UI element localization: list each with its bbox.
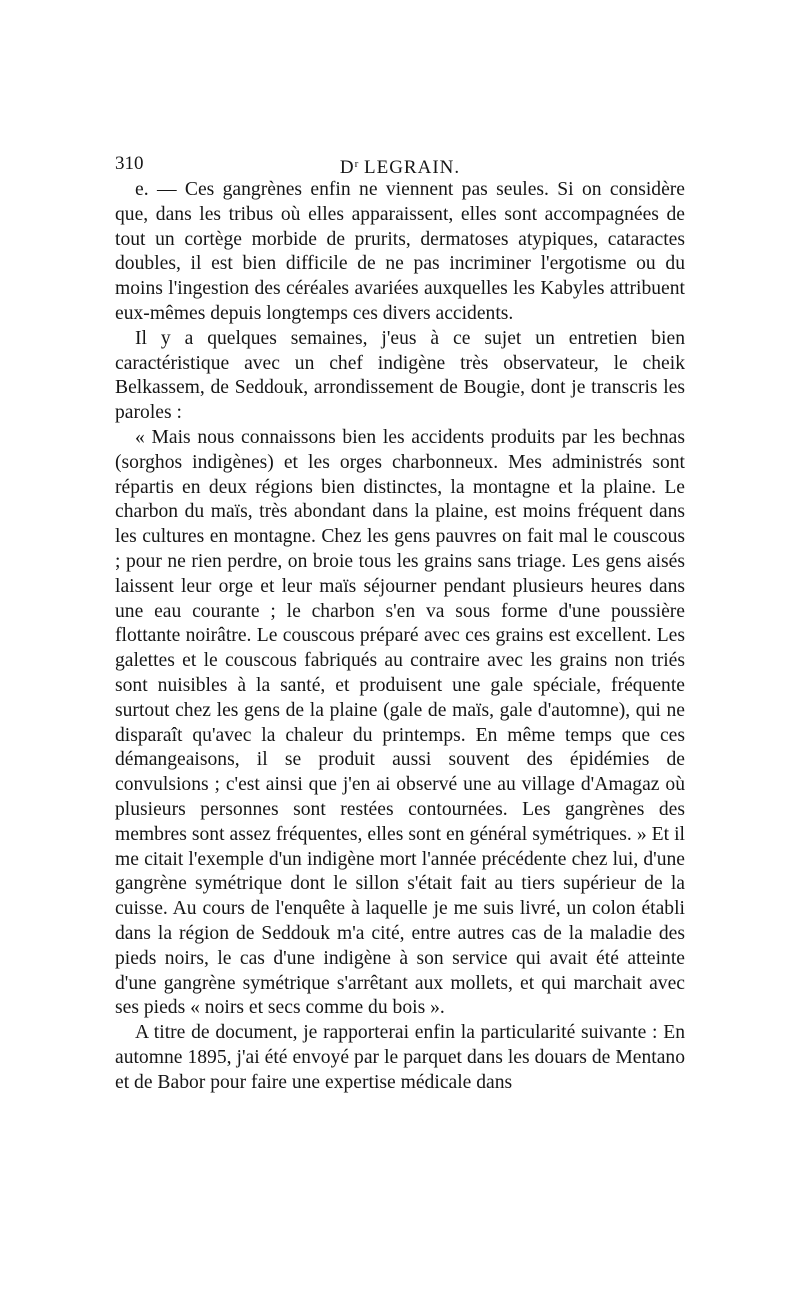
book-page — [115, 150, 685, 1095]
running-title — [115, 150, 685, 182]
page-number: 310 — [115, 153, 144, 174]
paragraph-quotation: « Mais nous connaissons bien les accidents produits par les bechnas (sorghos indigènes) et les orges charbonneux. Mes administrés sont répartis en deux régions bien distinctes, la montagne et la plaine. Le charbon du maïs, très abondant dans la plaine, est moins fréquent dans les cultures en montagne. Chez les gens pauvres on fait mal le couscous ; pour ne rien perdre, on broie tous les grains sans triage. Les gens aisés laissent leur orge et leur maïs séjourner pendant plusieurs heures dans une eau courante ; le charbon s'en va sous forme d'une poussière flottante noirâtre. Le couscous préparé avec ces grains est excellent. Les galettes et le couscous fabriqués au contraire avec les grains non triés sont nuisibles à la santé, et produisent une gale spéciale, fréquente surtout chez les gens de la plaine (gale de maïs, gale d'automne), qui ne disparaît qu'avec la chaleur du printemps. En même temps que ces démangeaisons, il se produit aussi souvent des épidémies de convulsions ; c'est ainsi que j'en ai observé une au village d'Amagaz où plusieurs personnes sont restées contournées. Les gangrènes des membres sont assez fréquentes, elles sont en général symétriques. » Et il me citait l'exemple d'un indigène mort l'année précédente chez lui, d'une gangrène symétrique dont le sillon s'était fait au tiers supérieur de la cuisse. Au cours de l'enquête à laquelle je me suis livré, un colon établi dans la région de Seddouk m'a cité, entre autres cas de la maladie des pieds noirs, le cas d'une indigène à son service qui avait été atteinte d'une gangrène symétrique s'arrêtant aux mollets, et qui marchait avec ses pieds « noirs et secs comme du bois ». — [115, 426, 685, 1019]
body-text — [115, 178, 685, 1095]
author-prefix: D — [339, 157, 355, 178]
author-sup: r — [354, 158, 359, 170]
author-name: LEGRAIN. — [364, 157, 461, 178]
paragraph-gangrenes: e. — Ces gangrènes enfin ne viennent pas seules. Si on considère que, dans les tribus où elles apparaissent, elles sont accompagnées de tout un cortège morbide de prurits, dermatoses atypiques, cataractes doubles, il est bien difficile de ne pas incriminer l'ergotisme ou du moins l'ingestion des céréales avariées auxquelles les Kabyles attribuent eux-mêmes depuis longtemps ces divers accidents. — [115, 179, 685, 324]
paragraph-entretien: Il y a quelques semaines, j'eus à ce sujet un entretien bien caractéristique avec un chef indigène très observateur, le cheik Belkassem, de Seddouk, arrondissement de Bougie, dont je transcris les paroles : — [115, 327, 685, 424]
running-header — [115, 150, 685, 178]
paragraph-document: A titre de document, je rapporterai enfin la particularité suivante : En automne 1895, j'ai été envoyé par le parquet dans les douars de Mentano et de Babor pour faire une expertise médicale dans — [115, 1022, 685, 1093]
